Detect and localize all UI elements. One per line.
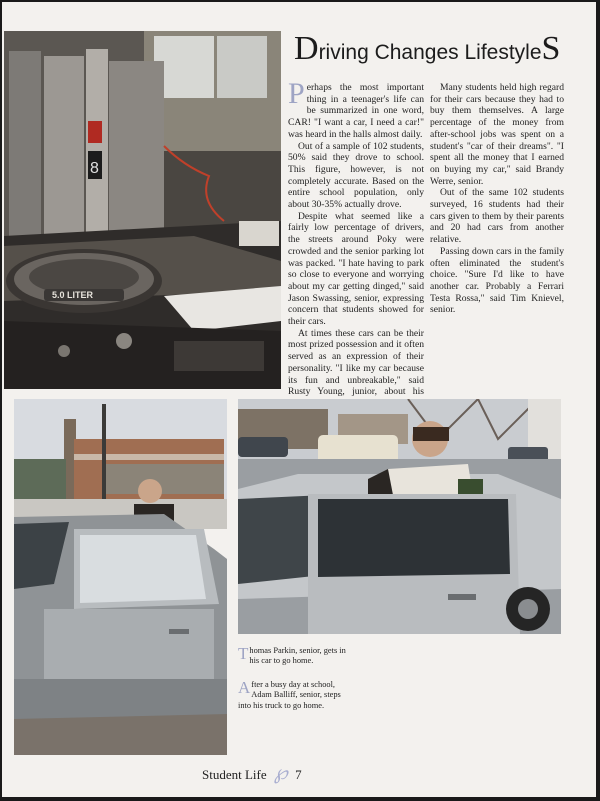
title-last-letter: S bbox=[541, 30, 561, 67]
garage-number: 8 bbox=[90, 160, 99, 177]
title-first-letter: D bbox=[294, 30, 319, 67]
caption-1 bbox=[238, 646, 350, 667]
paragraph-1 bbox=[288, 77, 424, 141]
paragraph-2: Out of a sample of 102 students, 50% said they drove to school. This figure, however, is not completely accurate. Based on the entire school population, only about 30-35% actually drove. bbox=[288, 140, 424, 211]
drop-cap: P bbox=[288, 77, 305, 110]
article-column-1 bbox=[288, 77, 424, 398]
yearbook-logo-icon: ℘ bbox=[273, 762, 288, 784]
article-column-2 bbox=[430, 82, 564, 392]
yearbook-page bbox=[2, 2, 596, 797]
paragraph-6: Out of the same 102 students surveyed, 16 students had their cars given to them by their parents and 20 had cars from another relative. bbox=[430, 187, 564, 246]
title-middle: riving Changes Lifestyle bbox=[318, 41, 542, 64]
engine-badge-text: 5.0 LITER bbox=[52, 290, 94, 300]
paragraph-1-text: erhaps the most important thing in a teenager's life can be summarized in one word, CAR! "I want a car, I need a car!" was heard in the halls almost daily. bbox=[288, 82, 424, 140]
paragraph-5: Many students held high regard for their cars because they had to buy them themselves. A large percentage of the money from after-school jobs was spent on a student's "car of their dreams". "I spent all the money that I earned on buying my car," said Brandy Werre, senior. bbox=[430, 82, 564, 187]
parking-lot-photo-left bbox=[14, 399, 227, 755]
paragraph-4: At times these cars can be their most prized possession and it often served as an expression of their personality. "I like my car because its fun and unbreakable," said Rusty Young, junior, about his bbox=[288, 327, 424, 398]
caption-2-dropcap: A bbox=[238, 678, 251, 697]
engine-garage-photo bbox=[4, 31, 281, 389]
page-footer bbox=[202, 760, 302, 784]
parking-lot-photo-right bbox=[238, 399, 561, 634]
article-title bbox=[294, 32, 564, 72]
caption-1-dropcap: T bbox=[238, 644, 249, 663]
paragraph-7: Passing down cars in the family often eliminated the student's choice. "Sure I'd like to have another car. Probably a Ferrari Testa Rossa," said Tim Knievel, senior. bbox=[430, 245, 564, 316]
caption-2 bbox=[238, 680, 350, 711]
section-label: Student Life bbox=[202, 767, 267, 782]
page-number: 7 bbox=[295, 767, 302, 782]
paragraph-3: Despite what seemed like a fairly low percentage of drivers, the streets around Poky were crowded and the senior parking lot was packed. "I hate having to park so close to everyone and worrying about my car getting dinged," said Jason Swassing, senior, expressing concern that students showed for their cars. bbox=[288, 210, 424, 328]
caption-1-text: homas Parkin, senior, gets in his car to go home. bbox=[249, 646, 346, 666]
caption-2-text: fter a busy day at school, Adam Balliff, senior, steps into his truck to go home. bbox=[238, 680, 341, 710]
